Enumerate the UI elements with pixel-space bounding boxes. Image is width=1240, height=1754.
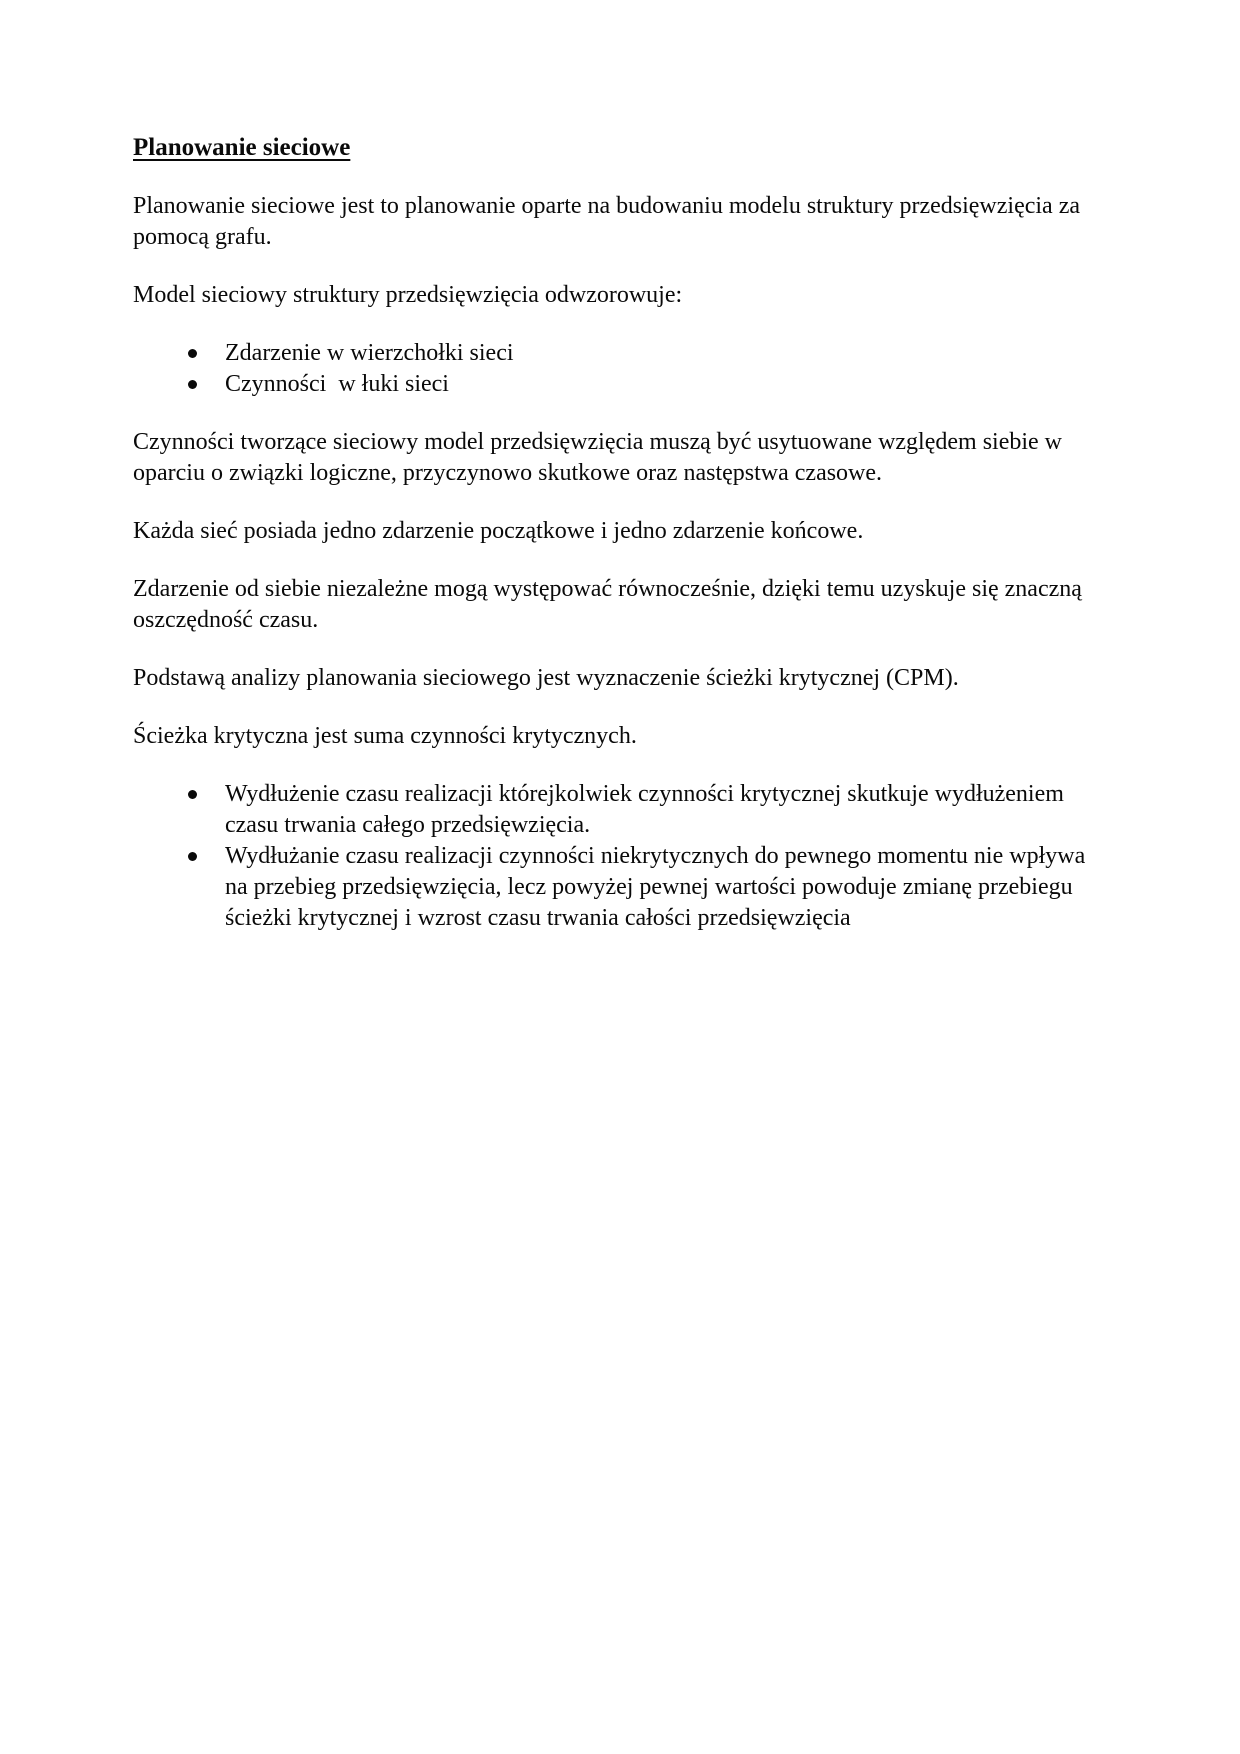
paragraph-podstawa-cpm: Podstawą analizy planowania sieciowego jest wyznaczenie ścieżki krytycznej (CPM).: [133, 665, 959, 691]
list-item: [133, 841, 1112, 934]
paragraph-kazda-siec: Każda sieć posiada jedno zdarzenie początkowe i jedno zdarzenie końcowe.: [133, 518, 864, 544]
list-item: [133, 338, 1112, 369]
paragraph-zdarzenia-niezalezne: Zdarzenie od siebie niezależne mogą występować równocześnie, dzięki temu uzyskuje się znaczną oszczędność czasu.: [133, 576, 1082, 633]
list-item: [133, 369, 1112, 400]
bullet-icon: [188, 790, 197, 799]
list-czynnosci-krytyczne: [133, 779, 1112, 934]
list-model-elements: [133, 338, 1112, 400]
list-item-text: Czynności w łuki sieci: [225, 371, 449, 397]
paragraph-sciezka-krytyczna: Ścieżka krytyczna jest suma czynności krytycznych.: [133, 723, 637, 749]
list-item-text: Zdarzenie w wierzchołki sieci: [225, 340, 514, 366]
list-item: [133, 779, 1112, 841]
paragraph-intro: Planowanie sieciowe jest to planowanie oparte na budowaniu modelu struktury przedsięwzięcia za pomocą grafu.: [133, 193, 1081, 250]
page-title: Planowanie sieciowe: [133, 134, 351, 161]
paragraph-model-lead: Model sieciowy struktury przedsięwzięcia odwzorowuje:: [133, 282, 683, 308]
list-item-text: Wydłużanie czasu realizacji czynności niekrytycznych do pewnego momentu nie wpływa na przebieg przedsięwzięcia, lecz powyżej pewnej wartości powoduje zmianę przebiegu ścieżki krytycznej i wzrost czasu trwania całości przedsięwzięcia: [225, 843, 1092, 931]
list-item-text: Wydłużenie czasu realizacji którejkolwiek czynności krytycznej skutkuje wydłużeniem czasu trwania całego przedsięwzięcia.: [225, 781, 1070, 838]
paragraph-czynnosci: Czynności tworzące sieciowy model przedsięwzięcia muszą być usytuowane względem siebie w oparciu o związki logiczne, przyczynowo skutkowe oraz następstwa czasowe.: [133, 429, 1063, 486]
bullet-icon: [188, 349, 197, 358]
bullet-icon: [188, 380, 197, 389]
bullet-icon: [188, 852, 197, 861]
